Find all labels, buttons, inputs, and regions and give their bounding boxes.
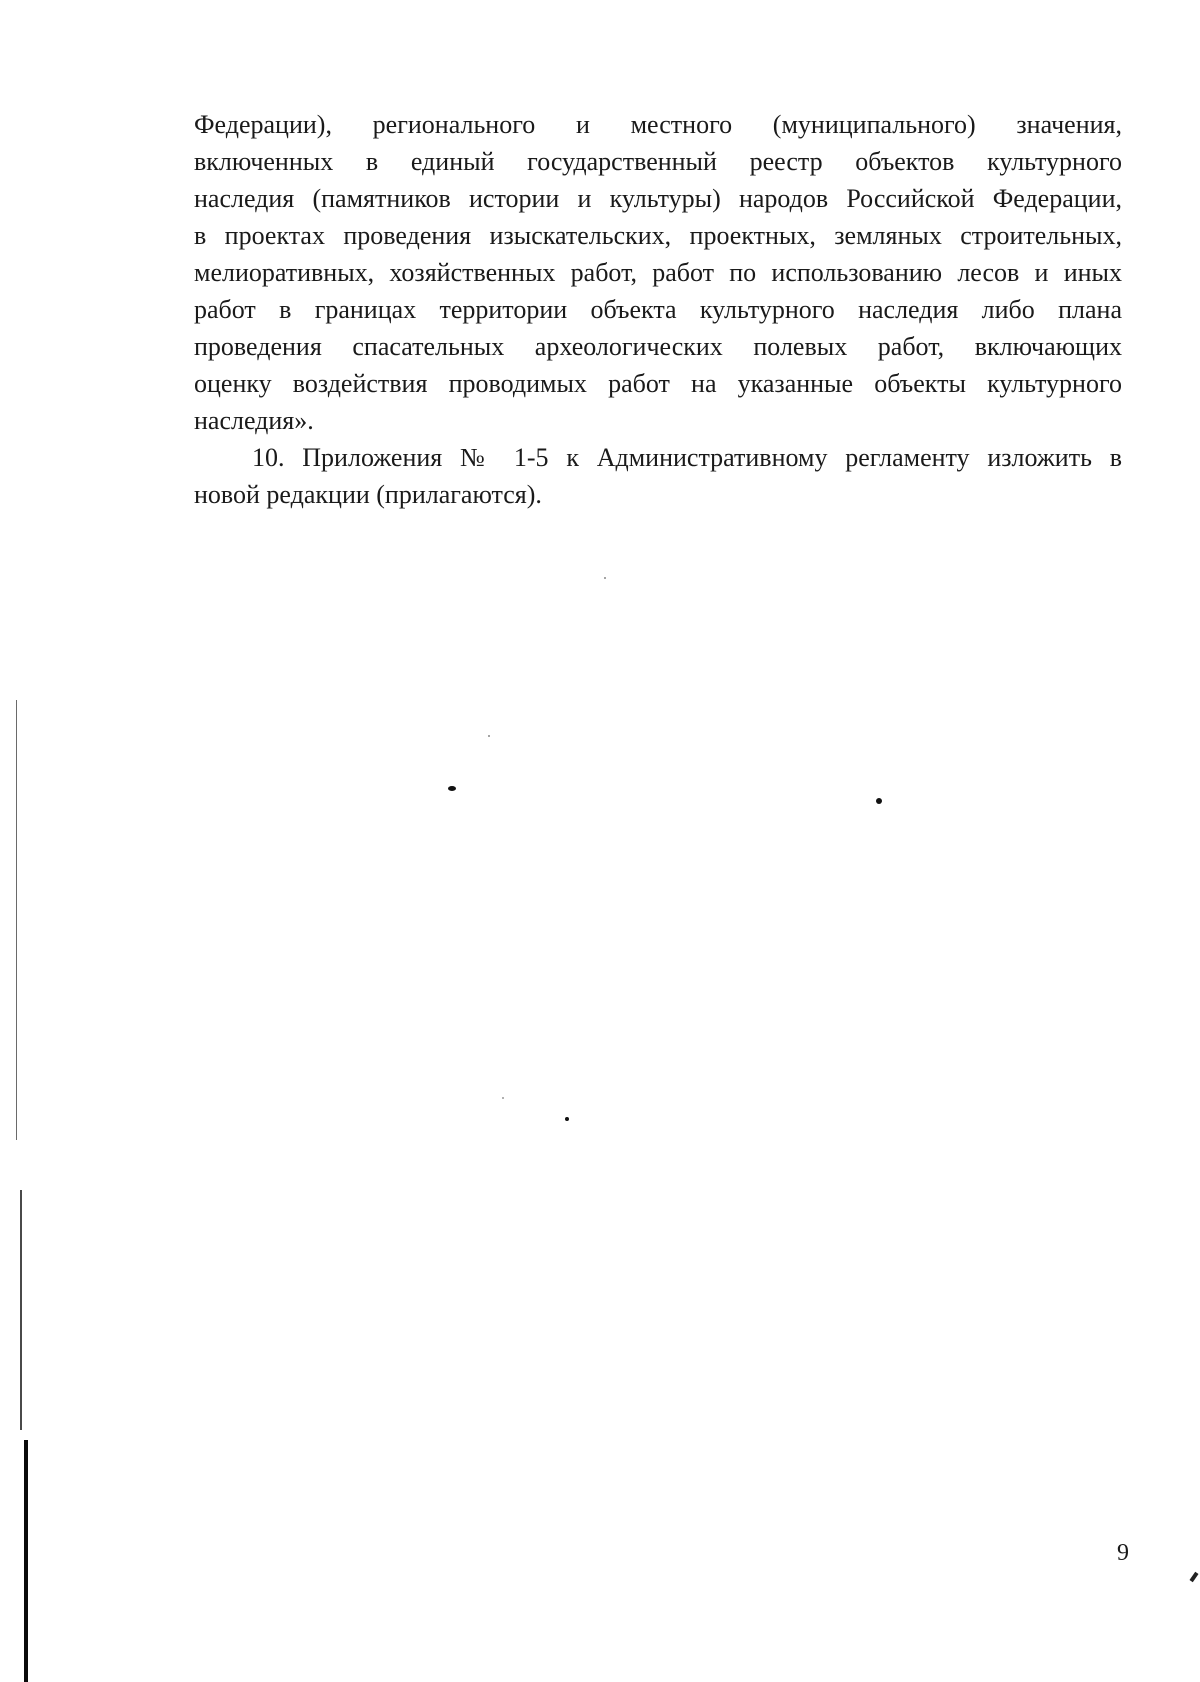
page-number: 9 <box>1117 1540 1129 1566</box>
scan-mark <box>1189 1572 1198 1582</box>
scan-speck <box>488 735 490 737</box>
text-line: наследия». <box>194 406 314 435</box>
text-line: проведения спасательных археологических полевых работ, включающих <box>194 332 1122 361</box>
text-line: мелиоративных, хозяйственных работ, работ по использованию лесов и иных <box>194 258 1122 287</box>
text-line: включенных в единый государственный реестр объектов культурного <box>194 147 1122 176</box>
scan-speck <box>876 798 882 804</box>
scan-edge-line <box>16 700 17 1140</box>
scan-speck <box>565 1117 569 1121</box>
scan-edge-line <box>24 1440 28 1682</box>
scan-edge-line <box>20 1190 22 1430</box>
text-line: оценку воздействия проводимых работ на указанные объекты культурного <box>194 369 1122 398</box>
scan-speck <box>604 577 606 579</box>
paragraph-first-line: 10. Приложения № 1-5 к Административному регламенту изложить в <box>252 443 1122 472</box>
text-line: наследия (памятников истории и культуры) народов Российской Федерации, <box>194 184 1122 213</box>
scan-speck <box>448 786 456 791</box>
text-line: Федерации), регионального и местного (муниципального) значения, <box>194 110 1122 139</box>
scan-speck <box>502 1097 504 1099</box>
text-line: новой редакции (прилагаются). <box>194 480 542 509</box>
text-line: в проектах проведения изыскательских, проектных, земляных строительных, <box>194 221 1122 250</box>
text-line: работ в границах территории объекта культурного наследия либо плана <box>194 295 1122 324</box>
document-body <box>194 106 1122 513</box>
